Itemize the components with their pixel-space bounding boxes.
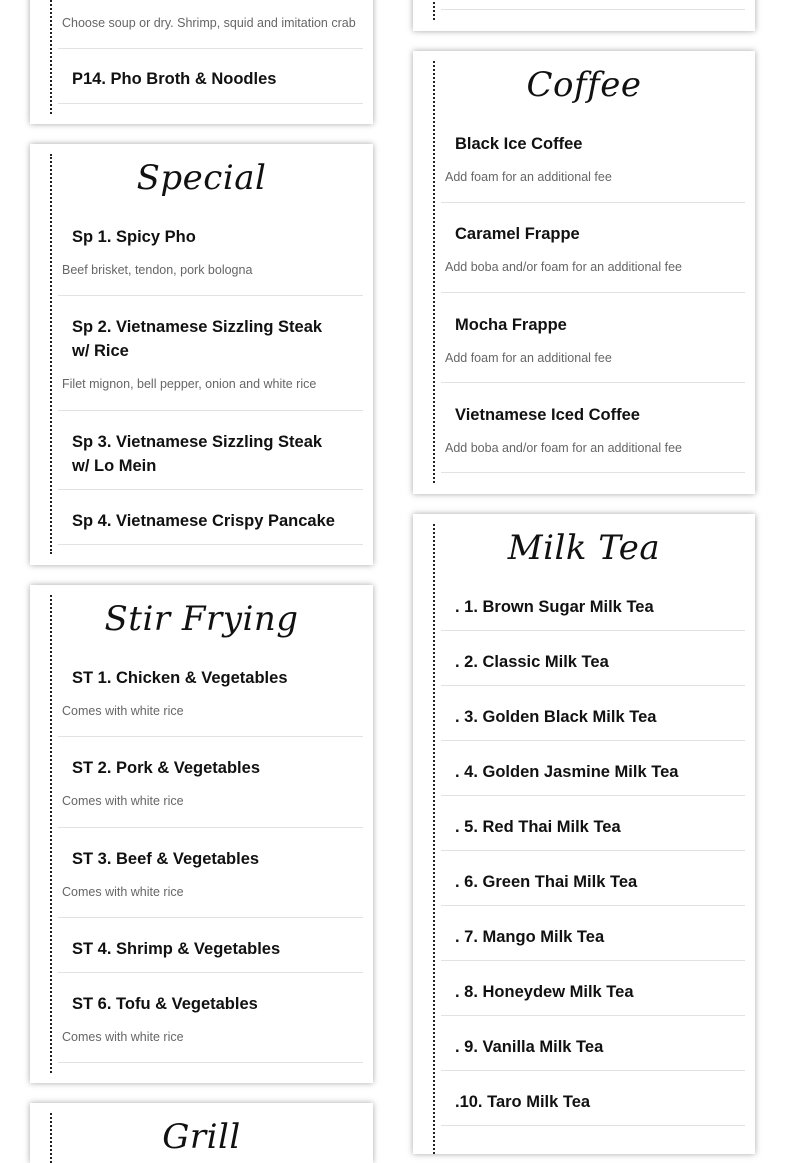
- menu-item-divider: [58, 0, 363, 49]
- menu-item-name: Black Ice Coffee: [455, 135, 583, 153]
- menu-item[interactable]: [441, 586, 745, 631]
- menu-item-name: . 5. Red Thai Milk Tea: [455, 818, 621, 836]
- menu-item[interactable]: [441, 1071, 745, 1126]
- menu-item[interactable]: [441, 851, 745, 906]
- menu-item-name: Sp 1. Spicy Pho: [72, 228, 196, 246]
- milk-tea-menu-card: [413, 514, 755, 1154]
- menu-item[interactable]: [441, 741, 745, 796]
- menu-item-name: ST 2. Pork & Vegetables: [72, 759, 260, 777]
- menu-item[interactable]: [58, 828, 363, 918]
- menu-item[interactable]: [441, 686, 745, 741]
- menu-item-name: Caramel Frappe: [455, 225, 580, 243]
- menu-item-name: . 6. Green Thai Milk Tea: [455, 873, 638, 891]
- menu-item-name: ST 1. Chicken & Vegetables: [72, 669, 288, 687]
- section-title: Special: [136, 158, 267, 198]
- item-description: Add foam for an additional fee: [445, 170, 612, 184]
- menu-item-name: .10. Taro Milk Tea: [455, 1093, 591, 1111]
- menu-item-name: . 8. Honeydew Milk Tea: [455, 983, 634, 1001]
- menu-item-name: Mocha Frappe: [455, 316, 567, 334]
- menu-item-name: ST 3. Beef & Vegetables: [72, 850, 260, 868]
- menu-item[interactable]: [441, 123, 745, 203]
- menu-item-name: Vietnamese Iced Coffee: [455, 406, 640, 424]
- special-menu-card: [30, 144, 373, 565]
- item-description: Choose soup or dry. Shrimp, squid and imitation crab: [62, 16, 356, 30]
- menu-item-name: Sp 4. Vietnamese Crispy Pancake: [72, 512, 335, 530]
- menu-item-name: . 7. Mango Milk Tea: [455, 928, 605, 946]
- menu-item[interactable]: [58, 411, 363, 490]
- menu-item-name: . 3. Golden Black Milk Tea: [455, 708, 657, 726]
- menu-item[interactable]: [441, 383, 745, 473]
- section-title: Stir Frying: [104, 599, 299, 639]
- menu-item[interactable]: [58, 973, 363, 1063]
- menu-item[interactable]: [441, 631, 745, 686]
- pho-menu-card: [30, 0, 373, 124]
- item-description: Comes with white rice: [62, 885, 184, 899]
- item-description: Add foam for an additional fee: [445, 351, 612, 365]
- menu-item-name: . 9. Vanilla Milk Tea: [455, 1038, 604, 1056]
- menu-item-name: Sp 3. Vietnamese Sizzling Steak w/ Lo Mein: [72, 433, 323, 475]
- item-description: Comes with white rice: [62, 794, 184, 808]
- dotted-divider: [433, 0, 435, 20]
- item-description: Add boba and/or foam for an additional fee: [445, 260, 682, 274]
- previous-menu-card: [413, 0, 755, 31]
- dotted-divider: [50, 595, 52, 1073]
- menu-item-name: ST 4. Shrimp & Vegetables: [72, 940, 281, 958]
- menu-item-name: ST 6. Tofu & Vegetables: [72, 995, 258, 1013]
- dotted-divider: [433, 524, 435, 1154]
- coffee-menu-card: [413, 51, 755, 494]
- menu-item[interactable]: [58, 918, 363, 973]
- menu-item-name: P14. Pho Broth & Noodles: [72, 70, 277, 88]
- dotted-divider: [433, 61, 435, 483]
- item-description: Beef brisket, tendon, pork bologna: [62, 263, 253, 277]
- grill-menu-card: [30, 1103, 373, 1163]
- menu-item[interactable]: [58, 296, 363, 411]
- menu-item[interactable]: [58, 657, 363, 737]
- item-description: Comes with white rice: [62, 704, 184, 718]
- section-title: Grill: [162, 1117, 241, 1157]
- menu-item[interactable]: [441, 906, 745, 961]
- menu-item[interactable]: [441, 796, 745, 851]
- item-description: Comes with white rice: [62, 1030, 184, 1044]
- menu-item-name: . 2. Classic Milk Tea: [455, 653, 609, 671]
- item-description: Add boba and/or foam for an additional fee: [445, 441, 682, 455]
- dotted-divider: [50, 154, 52, 554]
- menu-item-divider: [441, 0, 745, 10]
- menu-item-name: . 1. Brown Sugar Milk Tea: [455, 598, 654, 616]
- dotted-divider: [50, 0, 52, 114]
- menu-item[interactable]: [441, 961, 745, 1016]
- section-title: Coffee: [526, 65, 642, 105]
- menu-item[interactable]: [441, 1016, 745, 1071]
- menu-item[interactable]: [58, 490, 363, 545]
- menu-item[interactable]: [441, 293, 745, 383]
- stir-frying-menu-card: [30, 585, 373, 1083]
- menu-item-name: . 4. Golden Jasmine Milk Tea: [455, 763, 679, 781]
- menu-item[interactable]: [58, 49, 363, 104]
- section-title: Milk Tea: [507, 528, 661, 568]
- menu-item[interactable]: [441, 203, 745, 293]
- menu-item[interactable]: [58, 216, 363, 296]
- menu-item-name: Sp 2. Vietnamese Sizzling Steak w/ Rice: [72, 318, 323, 360]
- menu-item[interactable]: [58, 737, 363, 828]
- item-description: Filet mignon, bell pepper, onion and white rice: [62, 377, 317, 391]
